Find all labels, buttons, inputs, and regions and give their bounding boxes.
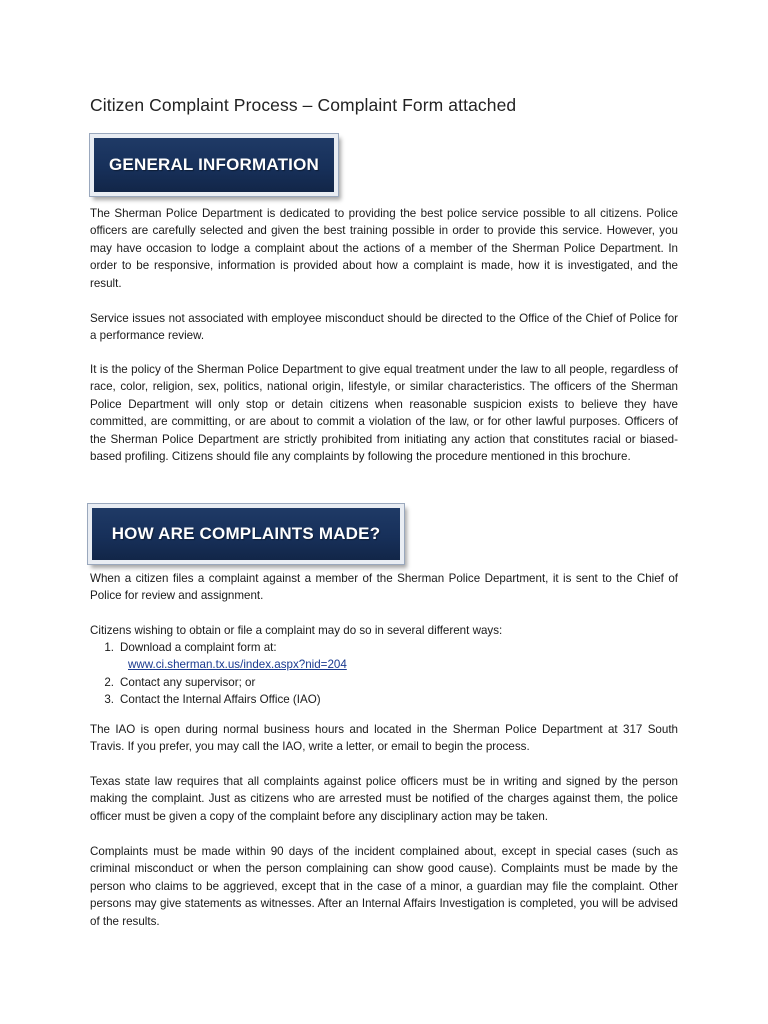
list-item bbox=[90, 639, 678, 656]
paragraph-text: Service issues not associated with employee misconduct should be directed to the Office of the Chief of Police for a performance review. bbox=[90, 312, 678, 343]
paragraph-text: The Sherman Police Department is dedicated to providing the best police service possible to all citizens. Police officers are carefully selected and given the best training possible in order to provide this service. However, you may have occasion to lodge a complaint about the actions of a member of the Sherman Police Department. In order to be responsive, information is provided about how a complaint is made, how it is investigated, and the result. bbox=[90, 207, 678, 290]
how-are-complaints-made-heading: HOW ARE COMPLAINTS MADE? bbox=[111, 524, 381, 543]
list-number: 2. bbox=[104, 675, 114, 689]
paragraph-text: Citizens wishing to obtain or file a complaint may do so in several different ways: bbox=[90, 624, 503, 637]
document-title: Citizen Complaint Process – Complaint Form attached bbox=[90, 95, 517, 115]
general-information-banner bbox=[90, 134, 338, 196]
texas-law-paragraph bbox=[90, 773, 678, 825]
paragraph-text: The IAO is open during normal business hours and located in the Sherman Police Department at 317 South Travis. If you prefer, you may call the IAO, write a letter, or email to begin the process. bbox=[90, 723, 678, 754]
general-paragraph-1 bbox=[90, 205, 678, 292]
paragraph-text: When a citizen files a complaint against a member of the Sherman Police Department, it is sent to the Chief of Police for review and assignment. bbox=[90, 572, 678, 603]
list-number: 1. bbox=[104, 641, 114, 654]
paragraph-text: It is the policy of the Sherman Police Department to give equal treatment under the law to all people, regardless of race, color, religion, sex, politics, national origin, lifestyle, or similar characteristics. The officers of the Sherman Police Department will only stop or detain citizens when reasonable suspicion exists to believe they have committed, are committing, or are about to commit a violation of the law, or for other lawful purposes. Officers of the Sherman Police Department are strictly prohibited from initiating any action that constitutes racial or biased-based profiling. Citizens should file any complaints by following the procedure mentioned in this brochure. bbox=[90, 363, 678, 464]
paragraph-text: Complaints must be made within 90 days of the incident complained about, except in special cases (such as criminal misconduct or when the person complaining can show good cause). Complaints must be made by the person who claims to be aggrieved, except that in the case of a minor, a guardian may file the complaint. Other persons may give statements as witnesses. After an Internal Affairs Investigation is completed, you will be advised of the results. bbox=[90, 845, 678, 928]
complaint-form-link[interactable]: www.ci.sherman.tx.us/index.aspx?nid=204 bbox=[128, 658, 347, 672]
complaints-intro-paragraph bbox=[90, 570, 678, 605]
ways-intro-paragraph bbox=[90, 622, 678, 639]
general-paragraph-3 bbox=[90, 361, 678, 465]
paragraph-text: Texas state law requires that all complaints against police officers must be in writing and signed by the person making the complaint. Just as citizens who are arrested must be notified of the charges against them, the police officer must be given a copy of the complaint before any disciplinary action may be taken. bbox=[90, 775, 678, 823]
complaint-form-link-row bbox=[90, 656, 678, 673]
complaint-methods-list bbox=[90, 639, 678, 709]
how-are-complaints-made-banner bbox=[88, 504, 404, 564]
list-item bbox=[90, 674, 678, 691]
list-number: 3. bbox=[104, 693, 114, 707]
ninety-days-paragraph bbox=[90, 843, 678, 930]
list-item bbox=[90, 691, 678, 708]
list-item-text: Contact the Internal Affairs Office (IAO) bbox=[120, 693, 321, 707]
general-paragraph-2 bbox=[90, 310, 678, 345]
iao-paragraph bbox=[90, 721, 678, 756]
general-information-heading: GENERAL INFORMATION bbox=[109, 155, 319, 174]
list-item-text: Download a complaint form at: bbox=[120, 641, 277, 654]
list-item-text: Contact any supervisor; or bbox=[120, 675, 256, 689]
